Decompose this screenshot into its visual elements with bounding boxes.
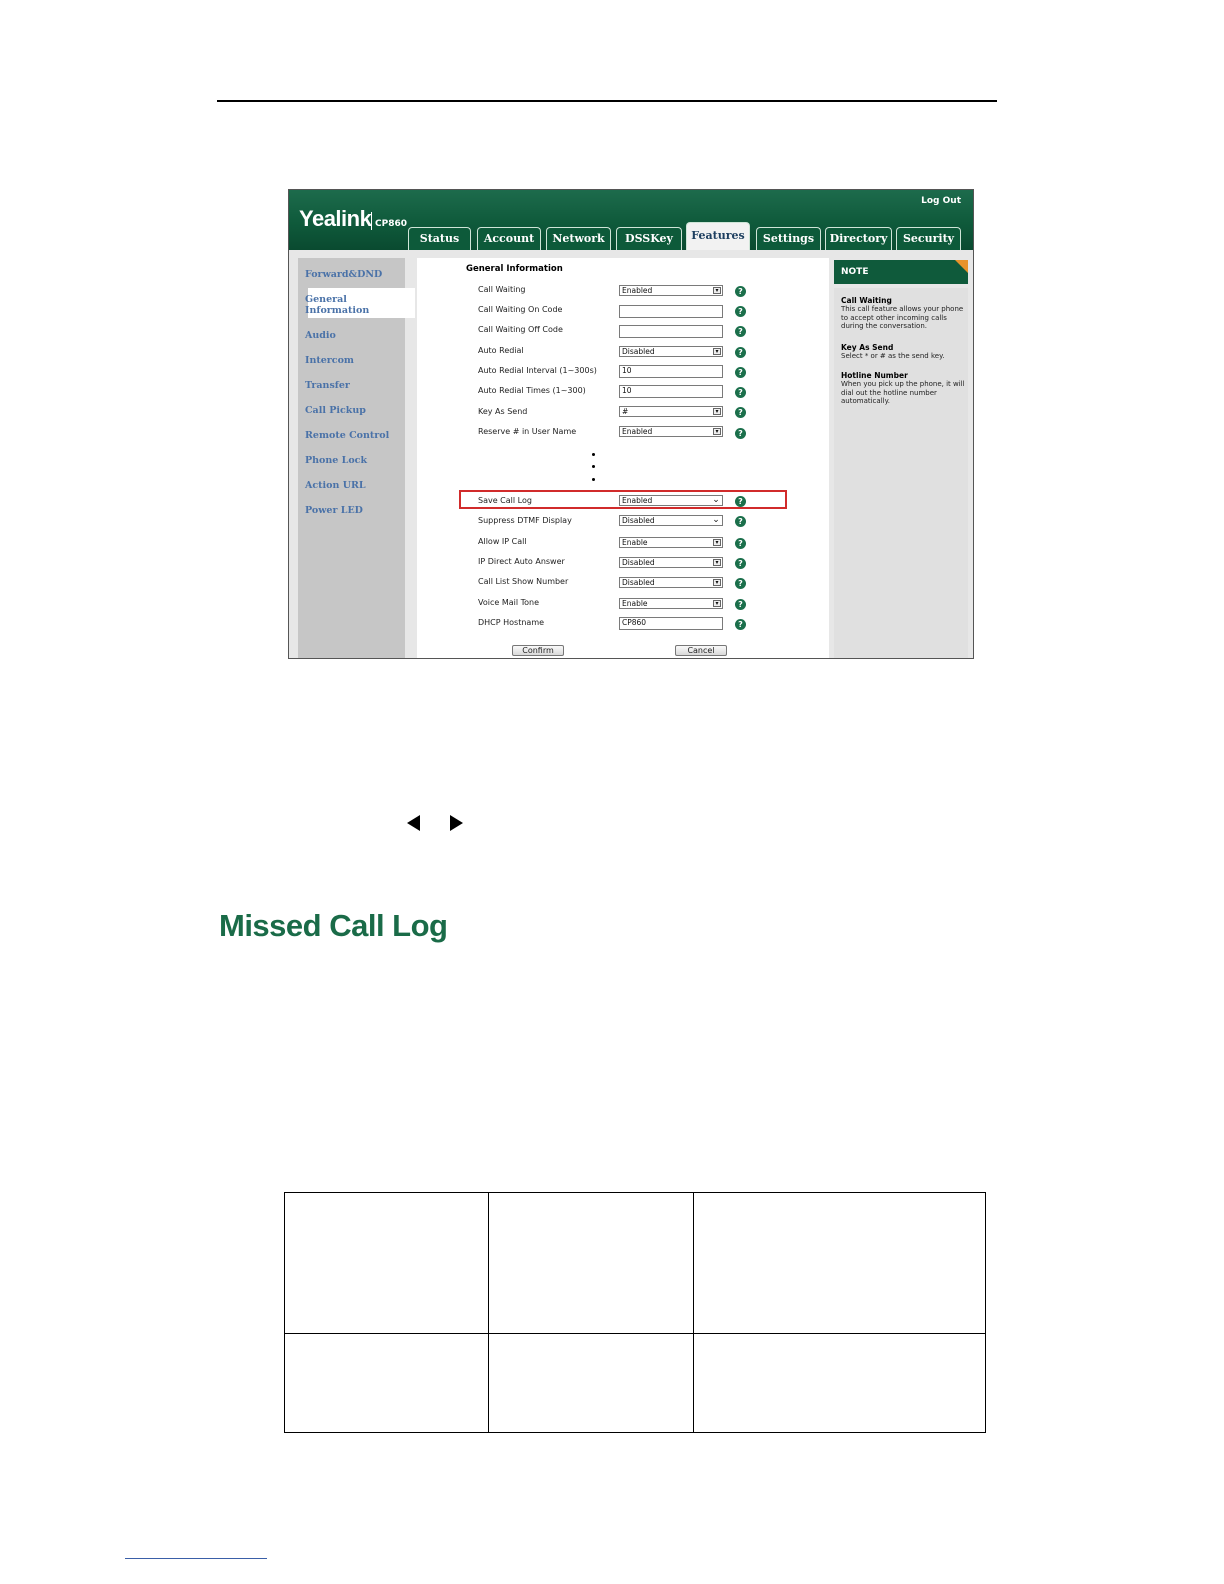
table-cell bbox=[489, 1193, 694, 1334]
field-label: Call List Show Number bbox=[478, 577, 569, 586]
key-as-send-select[interactable] bbox=[619, 406, 723, 417]
field-value: Disabled bbox=[622, 347, 655, 356]
note-title: Call Waiting bbox=[841, 296, 892, 305]
chevron-down-icon: ▾ bbox=[713, 428, 721, 435]
note-text: This call feature allows your phone to accept other incoming calls during the conversation. bbox=[841, 305, 964, 330]
nav-item-transfer[interactable]: Transfer bbox=[305, 380, 350, 391]
cancel-button[interactable]: Cancel bbox=[675, 645, 727, 656]
tab-dsskey[interactable]: DSSKey bbox=[616, 227, 682, 250]
table-cell bbox=[694, 1193, 986, 1334]
call-waiting-select[interactable] bbox=[619, 285, 723, 296]
help-icon[interactable]: ? bbox=[735, 496, 746, 507]
field-value: Disabled bbox=[622, 516, 655, 525]
ellipsis-dot bbox=[592, 453, 595, 456]
field-value: Enabled bbox=[622, 427, 653, 436]
note-title: Key As Send bbox=[841, 343, 894, 352]
header-rule bbox=[217, 100, 997, 102]
note-text: When you pick up the phone, it will dial out the hotline number automatically. bbox=[841, 380, 965, 405]
chevron-down-icon: ⌄ bbox=[712, 515, 720, 525]
help-icon[interactable]: ? bbox=[735, 516, 746, 527]
footer-rule bbox=[125, 1558, 267, 1559]
field-value: Enabled bbox=[622, 286, 653, 295]
auto-redial-interval-input[interactable]: 10 bbox=[619, 365, 723, 378]
suppress-dtmf-select[interactable] bbox=[619, 515, 723, 526]
note-title: Hotline Number bbox=[841, 371, 908, 380]
field-value: Enable bbox=[622, 538, 648, 547]
nav-item-general-information[interactable]: General Information bbox=[305, 294, 370, 316]
chevron-down-icon: ▾ bbox=[713, 348, 721, 355]
nav-item-phone-lock[interactable]: Phone Lock bbox=[305, 455, 368, 466]
help-icon[interactable]: ? bbox=[735, 347, 746, 358]
help-icon[interactable]: ? bbox=[735, 306, 746, 317]
section-heading: Missed Call Log bbox=[219, 908, 448, 943]
help-icon[interactable]: ? bbox=[735, 428, 746, 439]
table-cell bbox=[285, 1334, 489, 1433]
field-value: Enable bbox=[622, 599, 648, 608]
left-arrow-icon bbox=[407, 815, 420, 831]
nav-item-forward-dnd[interactable]: Forward&DND bbox=[305, 269, 383, 280]
web-ui-screenshot bbox=[288, 189, 974, 659]
call-waiting-on-code-input[interactable] bbox=[619, 305, 723, 318]
confirm-button[interactable]: Confirm bbox=[512, 645, 564, 656]
field-label: Reserve # in User Name bbox=[478, 427, 577, 436]
chevron-down-icon: ▾ bbox=[713, 600, 721, 607]
logout-link[interactable]: Log Out bbox=[921, 196, 961, 206]
table-row bbox=[285, 1193, 986, 1334]
help-icon[interactable]: ? bbox=[735, 286, 746, 297]
nav-item-audio[interactable]: Audio bbox=[305, 330, 336, 341]
voice-mail-tone-select[interactable] bbox=[619, 598, 723, 609]
chevron-down-icon: ▾ bbox=[713, 579, 721, 586]
ellipsis-dot bbox=[592, 465, 595, 468]
save-call-log-select[interactable] bbox=[619, 495, 723, 506]
field-label: Auto Redial Times (1~300) bbox=[478, 386, 586, 395]
settings-content bbox=[417, 258, 829, 659]
nav-item-action-url[interactable]: Action URL bbox=[305, 480, 366, 491]
help-icon[interactable]: ? bbox=[735, 367, 746, 378]
help-icon[interactable]: ? bbox=[735, 619, 746, 630]
chevron-down-icon: ▾ bbox=[713, 539, 721, 546]
ellipsis-dot bbox=[592, 478, 595, 481]
chevron-down-icon: ▾ bbox=[713, 559, 721, 566]
reserve-hash-select[interactable] bbox=[619, 426, 723, 437]
help-icon[interactable]: ? bbox=[735, 387, 746, 398]
field-value: # bbox=[622, 407, 629, 416]
right-arrow-icon bbox=[450, 815, 463, 831]
tab-account[interactable]: Account bbox=[477, 227, 541, 250]
tab-settings[interactable]: Settings bbox=[756, 227, 821, 250]
call-list-show-number-select[interactable] bbox=[619, 577, 723, 588]
call-waiting-off-code-input[interactable] bbox=[619, 325, 723, 338]
tab-network[interactable]: Network bbox=[546, 227, 611, 250]
nav-item-call-pickup[interactable]: Call Pickup bbox=[305, 405, 366, 416]
help-icon[interactable]: ? bbox=[735, 578, 746, 589]
help-icon[interactable]: ? bbox=[735, 558, 746, 569]
help-icon[interactable]: ? bbox=[735, 407, 746, 418]
help-icon[interactable]: ? bbox=[735, 538, 746, 549]
field-value: Enabled bbox=[622, 496, 653, 505]
note-corner-icon bbox=[955, 260, 968, 273]
table-row bbox=[285, 1334, 986, 1433]
section-title: General Information bbox=[466, 264, 563, 274]
nav-item-remote-control[interactable]: Remote Control bbox=[305, 430, 390, 441]
field-label: Auto Redial bbox=[478, 346, 524, 355]
note-panel bbox=[834, 288, 968, 659]
table-cell bbox=[489, 1334, 694, 1433]
note-header: NOTE bbox=[834, 260, 968, 284]
auto-redial-select[interactable] bbox=[619, 346, 723, 357]
field-label: IP Direct Auto Answer bbox=[478, 557, 565, 566]
tab-status[interactable]: Status bbox=[408, 227, 471, 250]
field-label: Allow IP Call bbox=[478, 537, 527, 546]
tab-security[interactable]: Security bbox=[896, 227, 961, 250]
info-table bbox=[284, 1192, 986, 1433]
field-label: Call Waiting On Code bbox=[478, 305, 563, 314]
dhcp-hostname-input[interactable]: CP860 bbox=[619, 617, 723, 630]
field-value: Disabled bbox=[622, 578, 655, 587]
field-label: Voice Mail Tone bbox=[478, 598, 540, 607]
field-label: Call Waiting Off Code bbox=[478, 325, 563, 334]
yealink-logo: Yealink bbox=[299, 206, 372, 231]
nav-item-power-led[interactable]: Power LED bbox=[305, 505, 363, 516]
field-label: Auto Redial Interval (1~300s) bbox=[478, 366, 597, 375]
note-text: Select * or # as the send key. bbox=[841, 352, 945, 360]
allow-ip-call-select[interactable] bbox=[619, 537, 723, 548]
chevron-down-icon: ▾ bbox=[713, 287, 721, 294]
chevron-down-icon: ⌄ bbox=[712, 495, 720, 505]
chevron-down-icon: ▾ bbox=[713, 408, 721, 415]
nav-item-intercom[interactable]: Intercom bbox=[305, 355, 354, 366]
field-label: Suppress DTMF Display bbox=[478, 516, 572, 525]
help-icon[interactable]: ? bbox=[735, 599, 746, 610]
table-cell bbox=[285, 1193, 489, 1334]
field-label: Key As Send bbox=[478, 407, 528, 416]
auto-redial-times-input[interactable]: 10 bbox=[619, 385, 723, 398]
logo-divider bbox=[371, 212, 372, 230]
field-value: Disabled bbox=[622, 558, 655, 567]
table-cell bbox=[694, 1334, 986, 1433]
ip-direct-auto-answer-select[interactable] bbox=[619, 557, 723, 568]
top-banner bbox=[289, 190, 973, 250]
tab-features[interactable]: Features bbox=[686, 222, 750, 250]
field-label: DHCP Hostname bbox=[478, 618, 545, 627]
model-label: CP860 bbox=[375, 219, 407, 229]
field-label: Save Call Log bbox=[478, 496, 532, 505]
help-icon[interactable]: ? bbox=[735, 326, 746, 337]
tab-directory[interactable]: Directory bbox=[825, 227, 892, 250]
field-label: Call Waiting bbox=[478, 285, 526, 294]
